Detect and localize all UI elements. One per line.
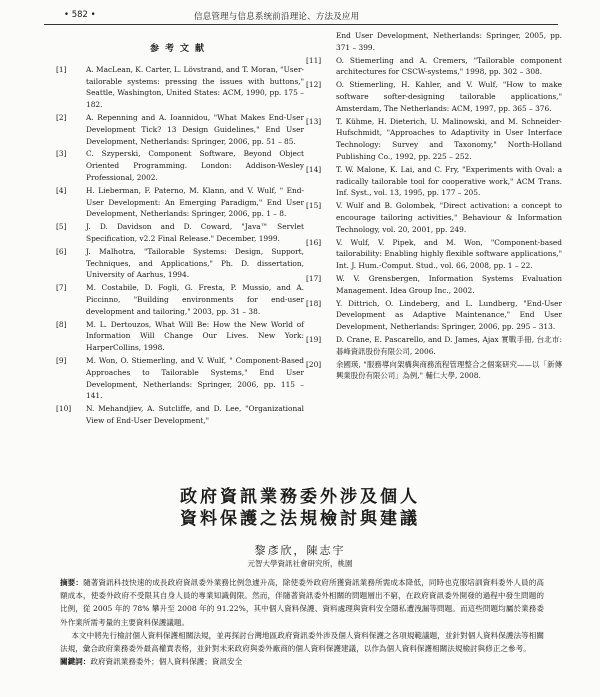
reference-text: O. Stiemerling, H. Kahler, and V. Wulf, "How to make software softer-designing tailorable applications," Amsterdam, The Netherlands: ACM, 1997, pp. 365 – 376.: [336, 80, 562, 113]
page-header: [44, 8, 558, 25]
reference-number: [16]: [306, 237, 322, 247]
reference-item: [306, 273, 562, 297]
reference-item: [306, 334, 562, 358]
reference-item: [306, 298, 562, 333]
reference-item: [56, 403, 304, 427]
reference-text: H. Lieberman, F. Paterno, M. Klann, and V. Wulf, " End-User Development: An Emerging Paradigm," End User Development, Netherlands: Springer, 2006, pp. 1 – 8.: [86, 185, 304, 219]
reference-item: [56, 355, 304, 402]
reference-number: [19]: [306, 334, 322, 344]
reference-10-continuation: End User Development, Netherlands: Springer, 2005, pp. 371 – 399.: [336, 31, 562, 52]
reference-text: O. Stiemerling and A. Cremers, "Tailorable component architectures for CSCW-systems," 1998, pp. 302 – 308.: [336, 55, 562, 77]
reference-text: M. Won, O. Stiemerling, and V. Wulf, " Component-Based Approaches to Tailorable Systems," End User Development, Netherlands: Springer, 2006, pp. 115 – 141.: [86, 355, 304, 401]
reference-text: M. L. Dertouzos, What Will Be: How the New World of Information Will Change Our Lives. New York: HarperCollins, 1998.: [86, 319, 304, 353]
keywords-line: [60, 655, 544, 668]
reference-number: [7]: [56, 283, 67, 293]
reference-text: N. Mehandjiev, A. Sutcliffe, and D. Lee, "Organizational View of End-User Development,": [86, 404, 304, 425]
reference-number: [12]: [306, 80, 322, 90]
reference-text: W. V. Grensbergen, Information Systems Evaluation Management. Idea Group Inc., 2002.: [336, 273, 562, 295]
reference-text: Y. Dittrich, O. Lindeberg, and L. Lundberg, "End-User Development as Adaptive Maintenance," End User Development, Netherlands: Springer, 2006, pp. 295 – 313.: [336, 298, 562, 332]
reference-text: T. Kühme, H. Dieterich, U. Malinowski, and M. Schneider-Hufschmidt, "Approaches to Adaptivity in User Interface Technology: Survey and Taxonomy," North-Holland Publishing Co., 1992, pp. 225 – 252.: [336, 116, 562, 161]
abstract-text: 隨著資訊科技快速的成長政府資訊委外業務比例急遽升高，除使委外政府所獲資訊業務所需成本降低，同時也克服培訓資料委外人員的高額成本，使委外政府不受限其自身人員的專業知識侷限。然而，伴隨著資訊委外相關的問題層出不窮，在政府資訊委外開發的過程中發生問題的比例，從 2005 年的 78% 攀升至 2008 年的 91.22%，其中個人資料保護、資料處理與資料安全隱私遭洩漏等問題。而這些問題均屬於業務委外作業所需考量的主要資料保護議題。: [60, 578, 545, 627]
article-authors: 黎彥欣，陳志宇: [254, 544, 346, 557]
reference-text: A. Repenning and A. Ioannidou, "What Makes End-User Development Tick? 13 Design Guidelines," End User Development, Netherlands: Springer, 2006, pp. 51 – 85.: [86, 112, 304, 146]
reference-item: [56, 64, 304, 111]
reference-number: [10]: [56, 404, 72, 414]
reference-text: J. D. Davidson and D. Coward, "Java™ Servlet Specification, v2.2 Final Release." December, 1999.: [86, 222, 304, 243]
reference-number: [18]: [306, 298, 322, 308]
keywords-text: 政府資訊業務委外；個人資料保護；資訊安全: [90, 657, 243, 667]
reference-text: V. Wulf and B. Golombek, "Direct activation: a concept to encourage tailoring activities," Behaviour & Information Technology, vol. 20, 2001, pp. 249.: [336, 201, 562, 234]
reference-item: [306, 79, 562, 114]
reference-item: [56, 112, 304, 147]
reference-number: [2]: [56, 112, 67, 122]
reference-number: [4]: [56, 185, 67, 195]
reference-text: D. Crane, E. Pascarello, and D. James, Ajax 實戰手冊, 台北市: 碁峰資訊股份有限公司, 2006.: [336, 334, 562, 356]
reference-item: [306, 116, 562, 163]
reference-text: C. Szyperski, Component Software, Beyond Object Oriented Programming. London: Addison-Wesley Professional, 2002.: [86, 149, 304, 182]
reference-text: 余國瑛, "服務導向架構與商務流程管理整合之個案研究——以「新傳興業股份有限公司」為例," 輔仁大學, 2008.: [336, 359, 562, 381]
reference-item: [56, 282, 304, 317]
keywords-label: 關鍵詞：: [60, 657, 91, 667]
page-number: • 582 •: [64, 10, 96, 20]
references-list-right: [306, 55, 562, 383]
reference-number: [1]: [56, 64, 67, 74]
reference-item: [56, 319, 304, 354]
reference-number: [14]: [306, 164, 322, 174]
reference-number: [11]: [306, 55, 322, 65]
reference-text: M. Costabile, D. Fogli, G. Fresta, P. Mussio, and A. Piccinno, "Building environments for end-user development and tailoring," 2003, pp. 31 – 38.: [86, 283, 304, 316]
reference-number: [9]: [56, 355, 67, 365]
reference-number: [20]: [306, 359, 322, 369]
reference-text: T. W. Malone, K. Lai, and C. Fry, "Experiments with Oval: a radically tailorable tool for cooperative work," ACM Trans. Inf. Syst., vol. 13, 1995, pp. 177 – 205.: [336, 164, 562, 198]
reference-text: A. MacLean, K. Carter, L. Lövstrand, and T. Moran, "User-tailorable systems: pressing the issues with buttons," Seattle, Washington, United States: ACM, 1990, pp. 175 – 182.: [86, 64, 304, 110]
reference-item: [56, 148, 304, 183]
references-right-column: [306, 30, 562, 383]
reference-number: [6]: [56, 246, 67, 256]
reference-number: [3]: [56, 149, 67, 159]
reference-text: J. Malhotra, "Tailorable Systems: Design, Support, Techniques, and Applications," Ph. D. dissertation, University of Aarhus, 1994.: [86, 246, 304, 280]
reference-number: [5]: [56, 222, 67, 232]
reference-item: [306, 237, 562, 272]
reference-item: [306, 55, 562, 79]
abstract-label: 摘要：: [60, 578, 84, 587]
reference-item: [306, 200, 562, 235]
reference-item: [56, 221, 304, 245]
article-affiliation: 元智大學資訊社會研究所，桃園: [247, 559, 353, 568]
reference-text: V. Wulf, V. Pipek, and M. Won, "Component-based tailorability: Enabling highly flexible software applications," Int. J. Hum.-Comput. Stud., vol. 66, 2008, pp. 1 – 22.: [336, 237, 562, 271]
abstract-paragraph-2: 本文中將先行檢討個人資料保護相關法規，並再探討台灣地區政府資訊委外涉及個人資料保護之各項規範議題，並針對個人資料保護法等相關法規，彙合政府業務委外最高權責表格，並針對未來政府與委外廠商的個人資料保護建議，以作為個人資料保護相關法規檢討與修正之參考。: [60, 630, 544, 654]
running-title: 信息管理与信息系统前沿理论、方法及应用: [194, 12, 360, 22]
references-heading: 参考文献: [149, 44, 210, 54]
reference-item: [56, 185, 304, 220]
reference-number: [17]: [306, 273, 322, 283]
abstract-paragraph: [60, 576, 544, 629]
reference-number: [8]: [56, 319, 67, 329]
article-title-line2: 資料保護之法規檢討與建議: [180, 509, 420, 529]
reference-item: [56, 246, 304, 281]
reference-number: [15]: [306, 201, 322, 211]
references-left-column: [56, 30, 304, 428]
article-abstract: [60, 576, 544, 668]
references-list-left: [56, 64, 304, 427]
reference-number: [13]: [306, 116, 322, 126]
article-title-line1: 政府資訊業務委外涉及個人: [180, 487, 420, 507]
reference-item: [306, 164, 562, 199]
reference-item: [306, 359, 562, 383]
